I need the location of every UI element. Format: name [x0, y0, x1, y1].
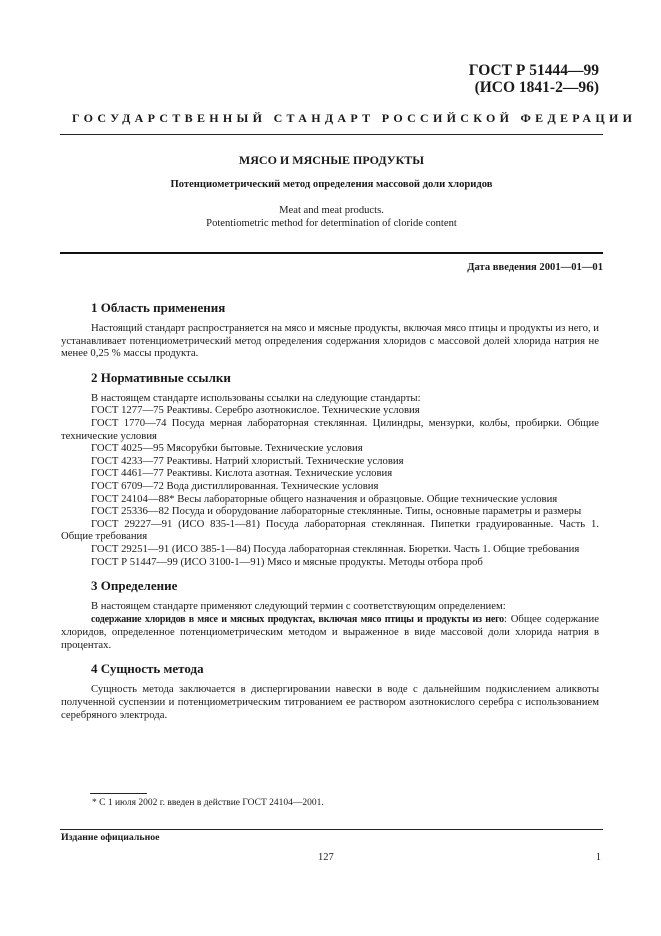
edition-rule [60, 829, 603, 830]
section-normative-references [61, 370, 599, 568]
header-rule [60, 134, 603, 135]
footnote: * С 1 июля 2002 г. введен в действие ГОСТ 24104—2001. [92, 798, 324, 808]
reference-item: ГОСТ 29227—91 (ИСО 835-1—81) Посуда лабораторная стеклянная. Пипетки градуированные. Часть 1. Общие требования [61, 517, 599, 543]
title-rule [60, 252, 603, 254]
reference-item: ГОСТ 4461—77 Реактивы. Кислота азотная. Технические условия [91, 467, 393, 480]
reference-item: ГОСТ 1770—74 Посуда мерная лабораторная стеклянная. Цилиндры, мензурки, колбы, пробирки. Общие технические условия [61, 416, 599, 442]
reference-item: ГОСТ Р 51447—99 (ИСО 3100-1—91) Мясо и мясные продукты. Методы отбора проб [91, 555, 483, 568]
definition-paragraph [61, 613, 599, 652]
section-definition [61, 578, 599, 651]
section-paragraph: Настоящий стандарт распространяется на мясо и мясные продукты, включая мясо птицы и продукты из него, и устанавливает потенциометрический метод определения содержания хлоридов с массовой долей хлорида натрия не менее 0,25 % массы продукта. [61, 322, 599, 360]
english-title [60, 205, 603, 230]
section-heading: 3 Определение [91, 578, 178, 594]
section-scope [61, 300, 599, 360]
state-standard-title: ГОСУДАРСТВЕННЫЙ СТАНДАРТ РОССИЙСКОЙ ФЕДЕРАЦИИ [72, 111, 637, 125]
section-paragraph: В настоящем стандарте применяют следующий термин с соответствующим определением: [91, 600, 506, 613]
page-number: 127 [318, 852, 334, 863]
gost-number [469, 62, 599, 96]
document-subtitle: Потенциометрический метод определения массовой доли хлоридов [170, 179, 493, 190]
defined-term: содержание хлоридов в мясе и мясных продуктах, включая мясо птицы и продукты из него [91, 613, 504, 625]
section-heading: 1 Область применения [91, 300, 226, 315]
term-definition: : Общее содержание хлоридов, определенное потенциометрическим методом и выраженное в виде массовой доли хлорида натрия в процентах. [61, 612, 599, 651]
section-heading: 4 Сущность метода [91, 661, 204, 677]
reference-item: ГОСТ 25336—82 Посуда и оборудование лабораторные стеклянные. Типы, основные параметры и размеры [91, 505, 582, 518]
reference-item: ГОСТ 24104—88* Весы лабораторные общего назначения и образцовые. Общие технические условия [91, 492, 558, 505]
section-paragraph: Сущность метода заключается в диспергировании навески в воде с дальнейшим подкислением аликвоты полученной суспензии и потенциометрическим титрованием ее раствором азотнокислого серебра с использованием серебряного электрода. [61, 683, 599, 721]
reference-item: ГОСТ 29251—91 (ИСО 385-1—84) Посуда лабораторная стеклянная. Бюретки. Часть 1. Общие требования [91, 542, 580, 555]
document-title: МЯСО И МЯСНЫЕ ПРОДУКТЫ [238, 153, 425, 167]
document-body [61, 300, 599, 721]
reference-item: ГОСТ 1277—75 Реактивы. Серебро азотнокислое. Технические условия [91, 404, 420, 417]
sheet-number: 1 [595, 852, 601, 863]
official-edition-label: Издание официальное [61, 832, 160, 843]
section-paragraph: В настоящем стандарте использованы ссылки на следующие стандарты: [91, 391, 421, 404]
section-heading: 2 Нормативные ссылки [91, 369, 231, 385]
reference-item: ГОСТ 4233—77 Реактивы. Натрий хлористый. Технические условия [91, 454, 404, 467]
footnote-rule [90, 793, 147, 794]
english-title-line2: Potentiometric method for determination of cloride content [206, 217, 457, 229]
english-title-line1: Meat and meat products. [279, 205, 384, 216]
reference-item: ГОСТ 4025—95 Мясорубки бытовые. Технические условия [91, 442, 363, 455]
gost-number-line1: ГОСТ Р 51444—99 [468, 62, 599, 79]
introduction-date: Дата введения 2001—01—01 [467, 262, 603, 273]
gost-number-line2: (ИСО 1841-2—96) [474, 79, 599, 96]
reference-item: ГОСТ 6709—72 Вода дистиллированная. Технические условия [91, 479, 379, 492]
section-method-principle [61, 661, 599, 721]
